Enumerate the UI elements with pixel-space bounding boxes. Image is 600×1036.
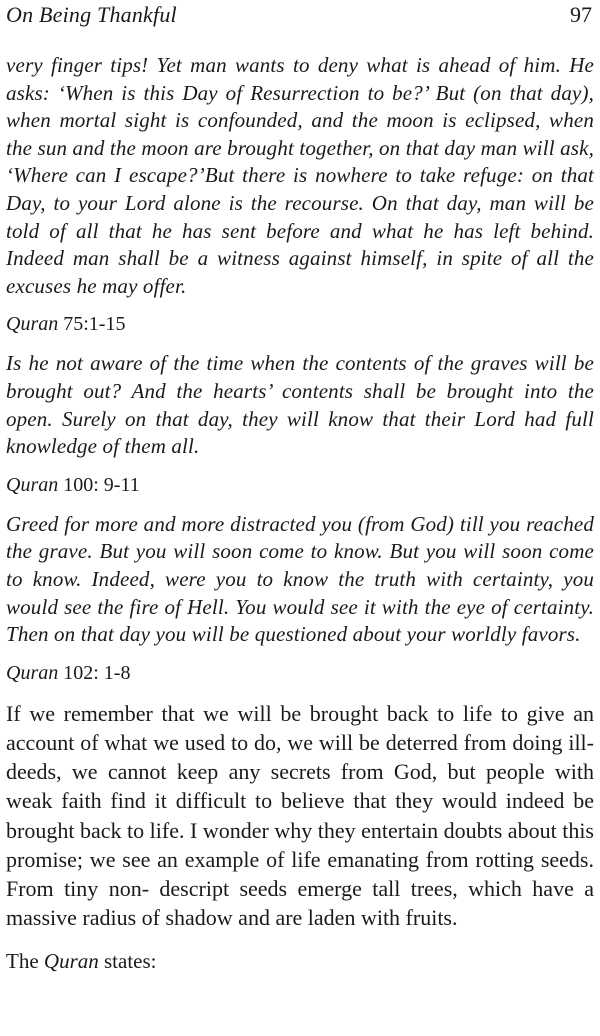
citation-book: Quran xyxy=(6,473,59,496)
page-number: 97 xyxy=(570,2,592,27)
citation-ref: 100: 9-11 xyxy=(63,473,140,496)
running-head: On Being Thankful xyxy=(6,2,177,27)
closing-prefix: The xyxy=(6,949,39,974)
citation-book: Quran xyxy=(6,313,59,336)
quote-paragraph-1: very finger tips! Yet man wants to deny what is ahead of him. He asks: ‘When is this Day of Resurrection to be?’ But (on that day), when mortal sight is confounded, and the moon is eclipsed, when the sun and the moon are brought together, on that day man will ask, ‘Where can I escape?’But there is nowhere to take refuge: on that Day, to your Lord alone is the recourse. On that day, man will be told of all that he has sent before and what he has left behind. Indeed man shall be a witness against himself, in spite of all the excuses he may offer. xyxy=(6,53,594,298)
page-header xyxy=(6,2,594,30)
book-page xyxy=(6,0,594,1036)
citation-3 xyxy=(6,660,594,687)
quote-paragraph-2: Is he not aware of the time when the contents of the graves will be brought out? And the hearts’ contents shall be brought into the open. Surely on that day, they will know that their Lord had full knowledge of them all. xyxy=(6,351,594,459)
closing-suffix: states: xyxy=(104,949,157,974)
citation-2 xyxy=(6,472,594,499)
quote-paragraph-3: Greed for more and more distracted you (from God) till you reached the grave. But you will soon come to know. But you will soon come to know. Indeed, were you to know the truth with certainty, you would see the fire of Hell. You would see it with the eye of certainty. Then on that day you will be questioned about your worldly favors. xyxy=(6,511,594,647)
citation-ref: 102: 1-8 xyxy=(63,661,131,684)
closing-line xyxy=(6,947,594,975)
citation-ref: 75:1-15 xyxy=(63,313,126,336)
citation-book: Quran xyxy=(6,661,59,684)
citation-1 xyxy=(6,311,594,338)
prose-paragraph: If we remember that we will be brought back to life to give an account of what we used to do, we will be deterred from doing ill-deeds, we cannot keep any secrets from God, but people with weak faith find it difficult to believe that they would indeed be brought back to life. I wonder why they entertain doubts about this promise; we see an example of life emanating from rotting seeds. From tiny non- descript seeds emerge tall trees, which have a massive radius of shadow and are laden with fruits. xyxy=(6,700,594,931)
page-body xyxy=(6,52,594,975)
closing-book: Quran xyxy=(43,949,99,974)
